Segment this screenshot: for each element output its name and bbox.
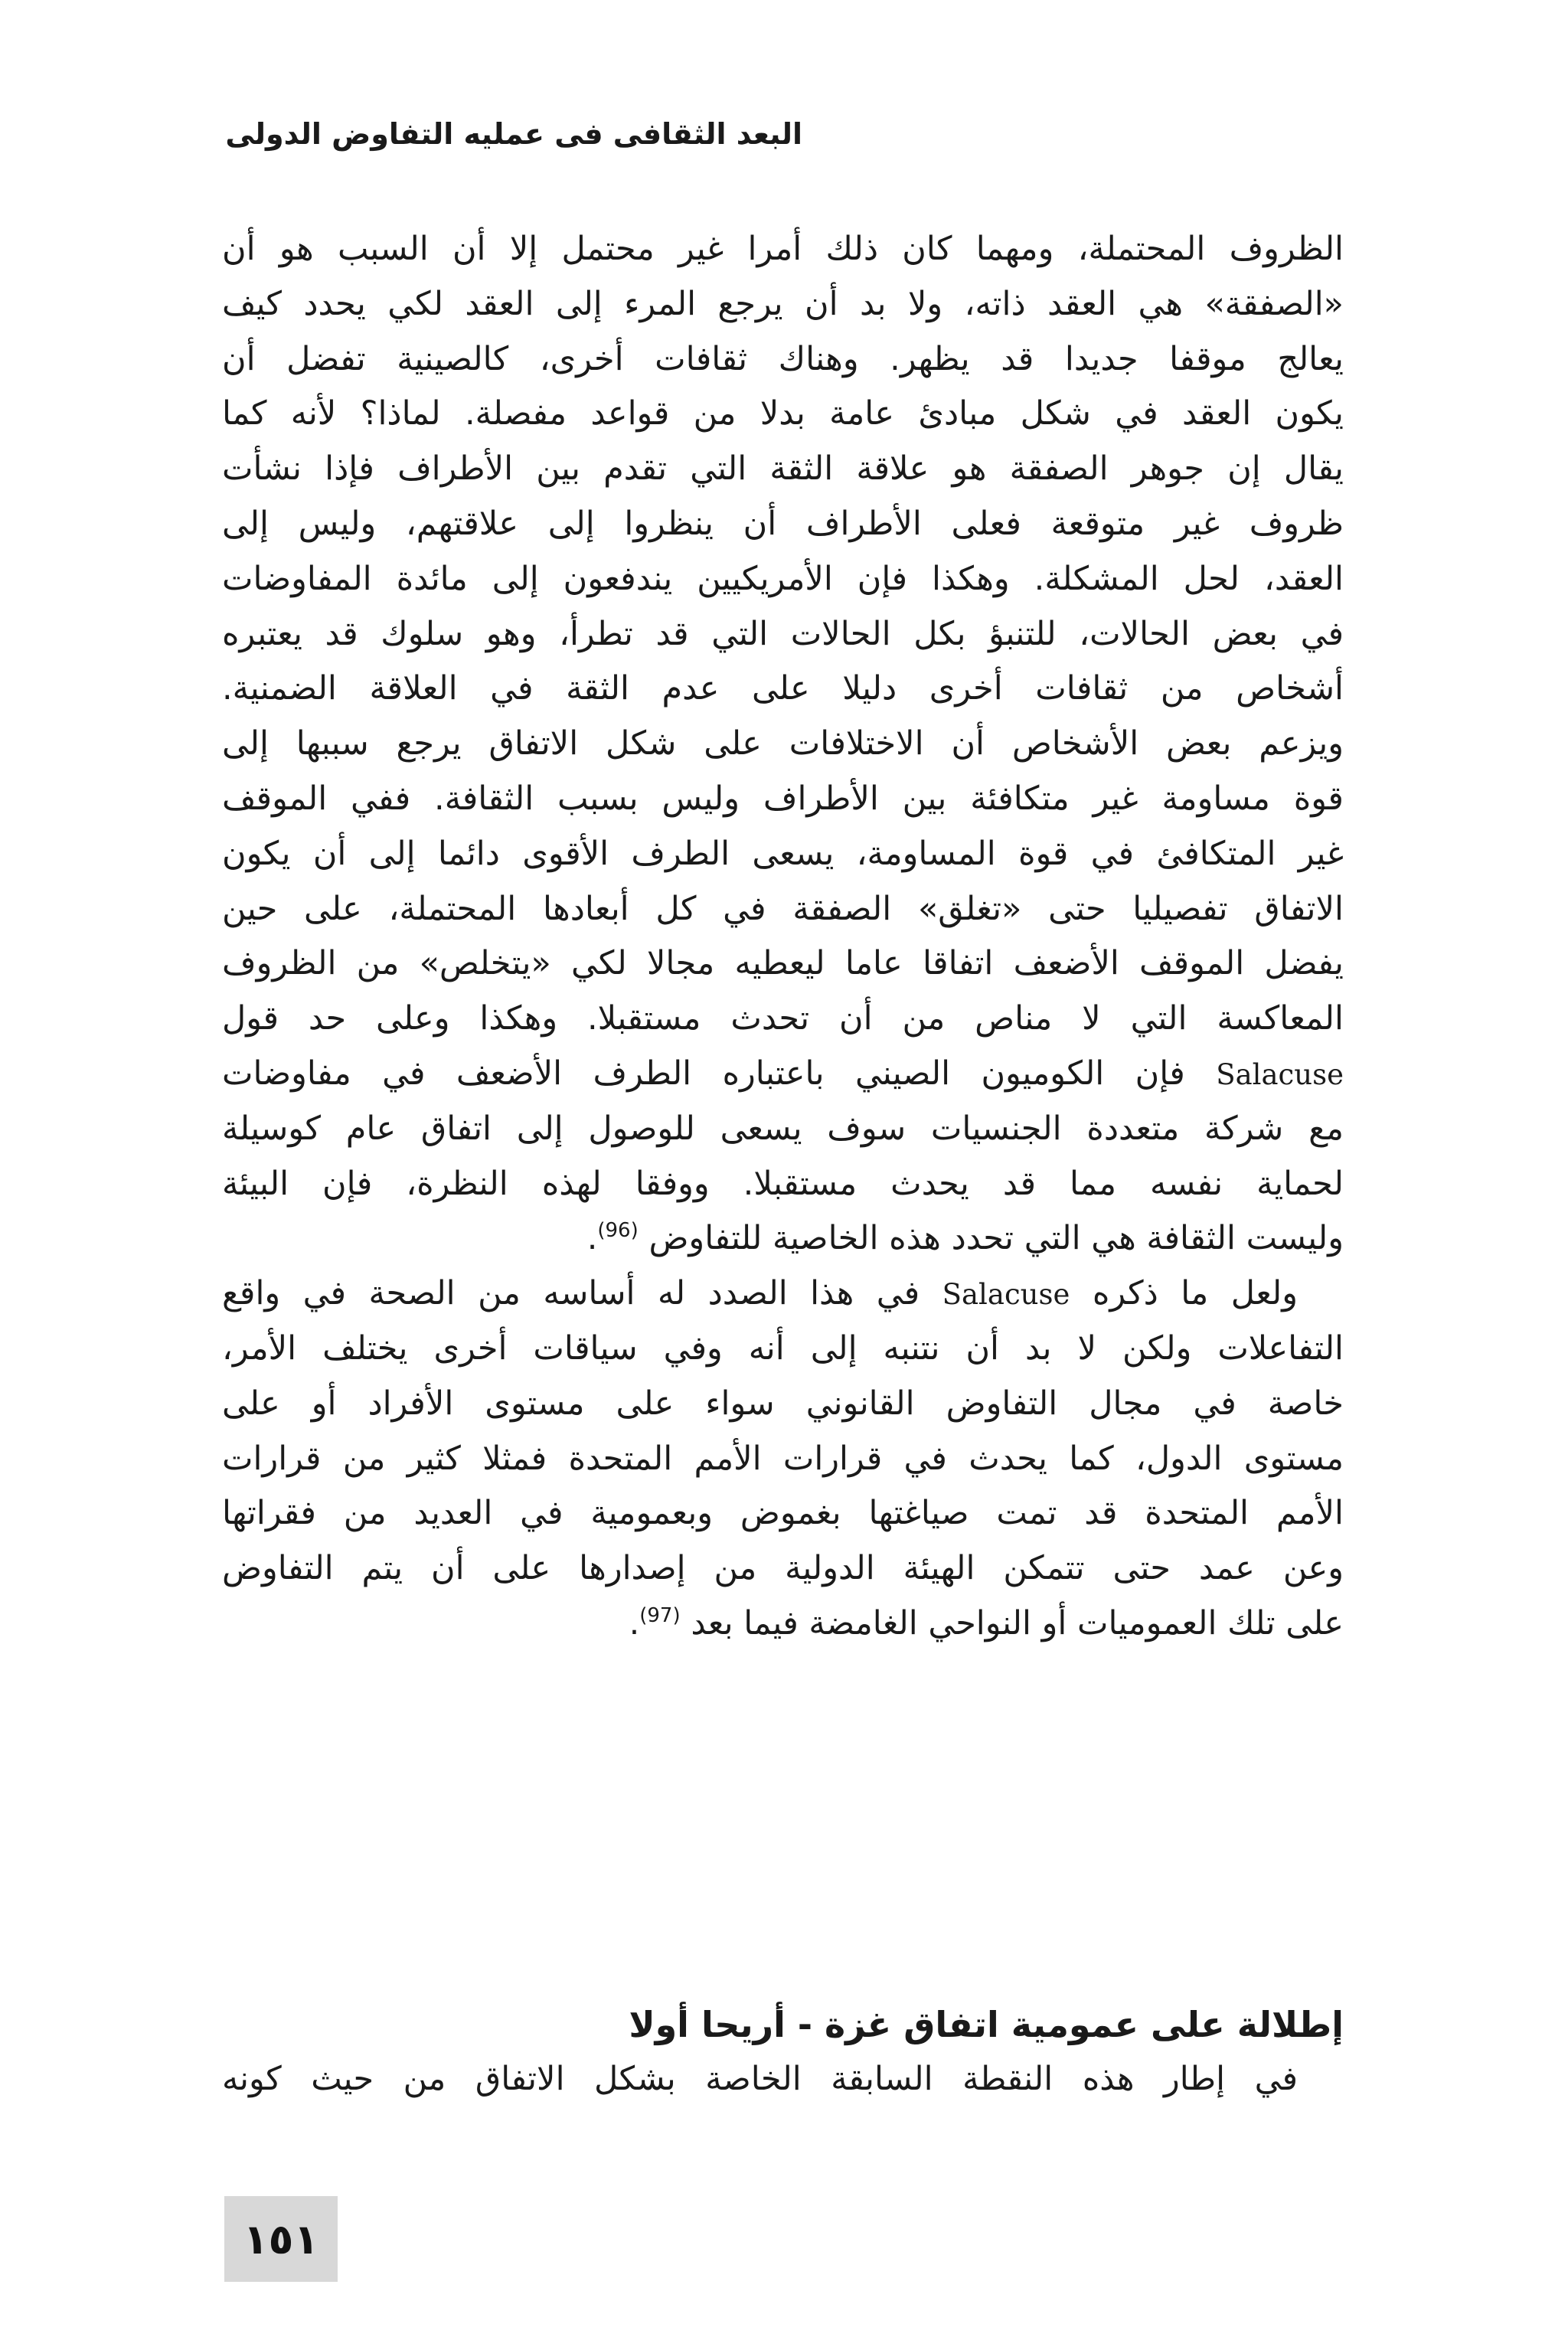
text-line: [222, 1211, 1344, 1267]
text-line: ظروف غير متوقعة فعلى الأطراف أن ينظروا إلى علاقتهم، وليس إلى: [222, 504, 1344, 543]
text-line: [222, 1047, 1344, 1102]
text-line: قوة مساومة غير متكافئة بين الأطراف وليس بسبب الثقافة. ففي الموقف: [222, 779, 1344, 818]
footnote-ref: (96): [597, 1219, 639, 1243]
text-segment: في هذا الصدد له أساسه من الصحة في واقع: [222, 1274, 920, 1313]
text-line: يكون العقد في شكل مبادئ عامة بدلا من قواعد مفصلة. لماذا؟ لأنه كما: [222, 394, 1344, 433]
running-header: البعد الثقافى فى عمليه التفاوض الدولى: [225, 117, 802, 151]
page-number-box: [224, 2196, 338, 2282]
text-line: غير المتكافئ في قوة المساومة، يسعى الطرف الأقوى دائما إلى أن يكون: [222, 834, 1344, 873]
section-heading: إطلالة على عمومية اتفاق غزة - أريحا أولا: [629, 2004, 1344, 2045]
text-line: في بعض الحالات، للتنبؤ بكل الحالات التي قد تطرأ، وهو سلوك قد يعتبره: [222, 614, 1344, 653]
text-line: وعن عمد حتى تتمكن الهيئة الدولية من إصدارها على أن يتم التفاوض: [222, 1549, 1344, 1588]
page-number: ١٥١: [243, 2214, 319, 2263]
section-body: [222, 2052, 1344, 2107]
text-line: الظروف المحتملة، ومهما كان ذلك أمرا غير محتمل إلا أن السبب هو أن: [222, 230, 1344, 268]
text-line: لحماية نفسه مما قد يحدث مستقبلا. ووفقا لهذه النظرة، فإن البيئة: [222, 1164, 1344, 1203]
text-line: ويزعم بعض الأشخاص أن الاختلافات على شكل الاتفاق يرجع سببها إلى: [222, 724, 1344, 763]
latin-name: Salacuse: [942, 1278, 1070, 1312]
text-line: [222, 1597, 1344, 1652]
text-segment: فإن الكوميون الصيني باعتباره الطرف الأضعف في مفاوضات: [222, 1054, 1185, 1093]
text-line: «الصفقة» هي العقد ذاته، ولا بد أن يرجع المرء إلى العقد لكي يحدد كيف: [222, 284, 1344, 323]
text-line: مستوى الدول، كما يحدث في قرارات الأمم المتحدة فمثلا كثير من قرارات: [222, 1439, 1344, 1478]
footnote-ref: (97): [639, 1603, 681, 1627]
text-line: التفاعلات ولكن لا بد أن نتنبه إلى أنه وفي سياقات أخرى يختلف الأمر،: [222, 1329, 1344, 1368]
text-line: خاصة في مجال التفاوض القانوني سواء على مستوى الأفراد أو على: [222, 1384, 1344, 1423]
text-segment: ولعل ما ذكره: [1092, 1274, 1298, 1313]
text-segment: على تلك العموميات أو النواحي الغامضة فيما بعد: [691, 1603, 1344, 1642]
text-line: في إطار هذه النقطة السابقة الخاصة بشكل الاتفاق من حيث كونه: [222, 2060, 1298, 2098]
text-line: العقد، لحل المشكلة. وهكذا فإن الأمريكيين يندفعون إلى مائدة المفاوضات: [222, 559, 1344, 598]
text-line: الاتفاق تفصيليا حتى «تغلق» الصفقة في كل أبعادها المحتملة، على حين: [222, 889, 1344, 928]
text-line: يقال إن جوهر الصفقة هو علاقة الثقة التي تقدم بين الأطراف فإذا نشأت: [222, 449, 1344, 489]
text-segment: وليست الثقافة هي التي تحدد هذه الخاصية للتفاوض: [648, 1219, 1344, 1258]
text-line: يفضل الموقف الأضعف اتفاقا عاما ليعطيه مجالا لكي «يتخلص» من الظروف: [222, 944, 1344, 983]
sentence-end: .: [629, 1603, 640, 1642]
text-line: أشخاص من ثقافات أخرى دليلا على عدم الثقة في العلاقة الضمنية.: [222, 669, 1344, 708]
sentence-end: .: [586, 1219, 598, 1258]
text-line: [222, 1267, 1344, 1322]
text-line: يعالج موقفا جديدا قد يظهر. وهناك ثقافات أخرى، كالصينية تفضل أن: [222, 339, 1344, 378]
body-text: [222, 222, 1344, 1652]
latin-name: Salacuse: [1216, 1057, 1344, 1091]
text-line: المعاكسة التي لا مناص من أن تحدث مستقبلا. وهكذا وعلى حد قول: [222, 999, 1344, 1038]
text-line: مع شركة متعددة الجنسيات سوف يسعى للوصول إلى اتفاق عام كوسيلة: [222, 1109, 1344, 1148]
text-line: الأمم المتحدة قد تمت صياغتها بغموض وبعمومية في العديد من فقراتها: [222, 1494, 1344, 1533]
